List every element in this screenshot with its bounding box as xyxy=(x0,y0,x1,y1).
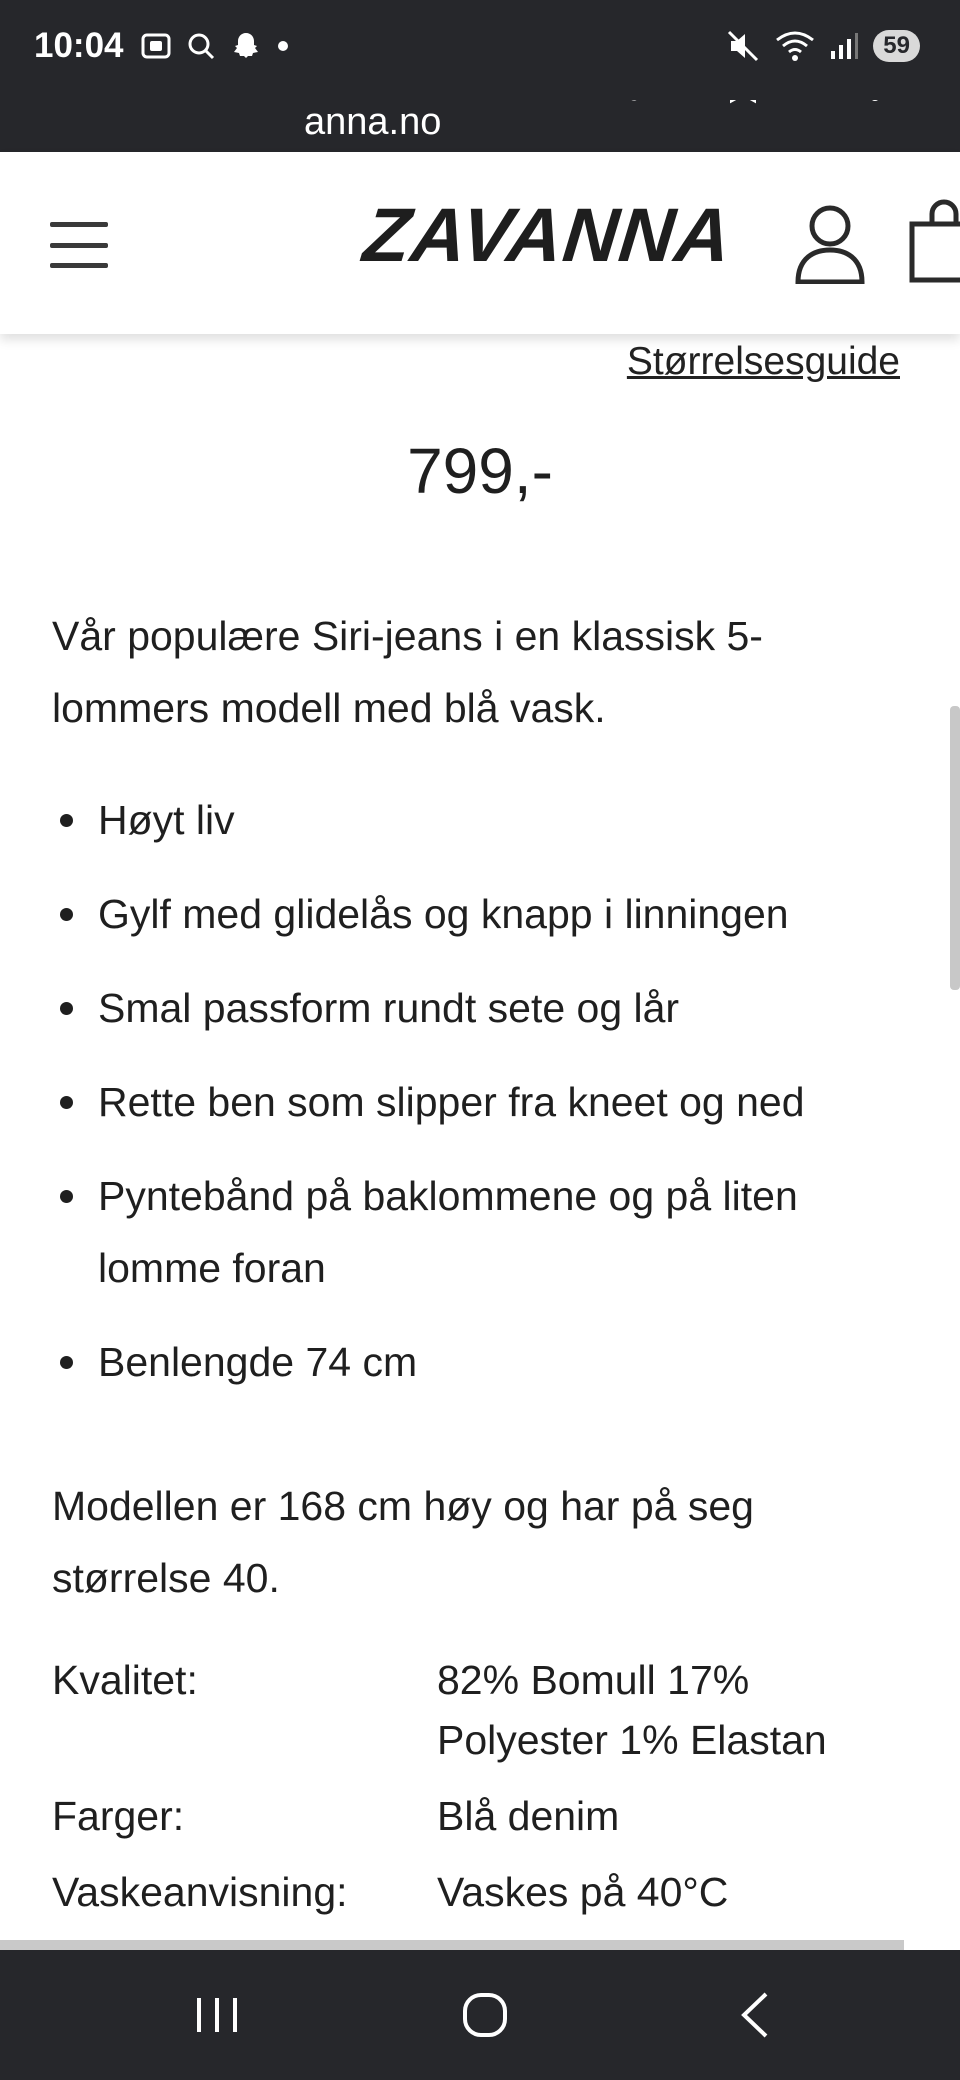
spec-table xyxy=(52,1650,912,1938)
spec-row-colors xyxy=(52,1786,912,1846)
search-icon xyxy=(186,31,216,61)
chevron-down-icon[interactable] xyxy=(202,100,232,106)
battery-icon: 59 xyxy=(873,30,920,62)
size-guide-link[interactable]: Størrelsesguide xyxy=(626,340,900,383)
url-text[interactable]: anna.no xyxy=(304,101,442,143)
more-icon[interactable] xyxy=(860,100,890,106)
spec-row-quality xyxy=(52,1650,912,1770)
site-header xyxy=(0,152,960,334)
spec-label: Vaskeanvisning: xyxy=(52,1869,348,1915)
share-icon[interactable] xyxy=(612,100,642,106)
spec-label: Farger: xyxy=(52,1793,185,1839)
close-icon[interactable] xyxy=(68,100,98,106)
product-description: Vår populære Siri-jeans i en klassisk 5-lommers modell med blå vask. xyxy=(52,613,763,731)
menu-icon[interactable] xyxy=(50,222,108,268)
system-nav-bar xyxy=(0,1950,960,2080)
vertical-scrollbar[interactable] xyxy=(950,706,960,990)
status-time: 10:04 xyxy=(34,26,124,65)
bookmark-icon[interactable] xyxy=(728,100,758,106)
status-right-icons xyxy=(727,30,920,62)
mute-icon xyxy=(727,30,761,62)
horizontal-scrollbar[interactable] xyxy=(0,1940,904,1950)
snapchat-icon xyxy=(230,30,262,62)
back-icon[interactable] xyxy=(720,1980,790,2050)
status-bar xyxy=(0,0,960,100)
feature-item: Benlengde 74 cm xyxy=(52,1326,912,1398)
account-icon[interactable] xyxy=(794,202,866,284)
spec-value: 82% Bomull 17% Polyester 1% Elastan xyxy=(437,1657,827,1763)
site-logo[interactable]: ZAVANNA xyxy=(359,193,736,278)
status-left-icons xyxy=(140,30,290,62)
dot-icon xyxy=(276,39,290,53)
spec-row-washing xyxy=(52,1862,912,1922)
feature-item: Rette ben som slipper fra kneet og ned xyxy=(52,1066,912,1138)
cart-icon[interactable] xyxy=(908,198,960,284)
model-info: Modellen er 168 cm høy og har på seg størrelse 40. xyxy=(52,1483,754,1601)
feature-list xyxy=(52,784,912,1420)
feature-item: Gylf med glidelås og knapp i linningen xyxy=(52,878,912,950)
home-icon[interactable] xyxy=(450,1980,520,2050)
spec-label: Kvalitet: xyxy=(52,1657,198,1703)
feature-item: Pyntebånd på baklommene og på liten lomme foran xyxy=(52,1160,912,1304)
product-price: 799,- xyxy=(407,435,553,507)
spec-value: Vaskes på 40°C xyxy=(437,1869,729,1915)
signal-icon xyxy=(829,31,859,61)
screenshot-icon xyxy=(140,30,172,62)
browser-url-bar[interactable] xyxy=(0,100,960,152)
feature-item: Smal passform rundt sete og lår xyxy=(52,972,912,1044)
feature-item: Høyt liv xyxy=(52,784,912,856)
recents-icon[interactable] xyxy=(182,1980,252,2050)
spec-value: Blå denim xyxy=(437,1793,620,1839)
wifi-icon xyxy=(775,30,815,62)
